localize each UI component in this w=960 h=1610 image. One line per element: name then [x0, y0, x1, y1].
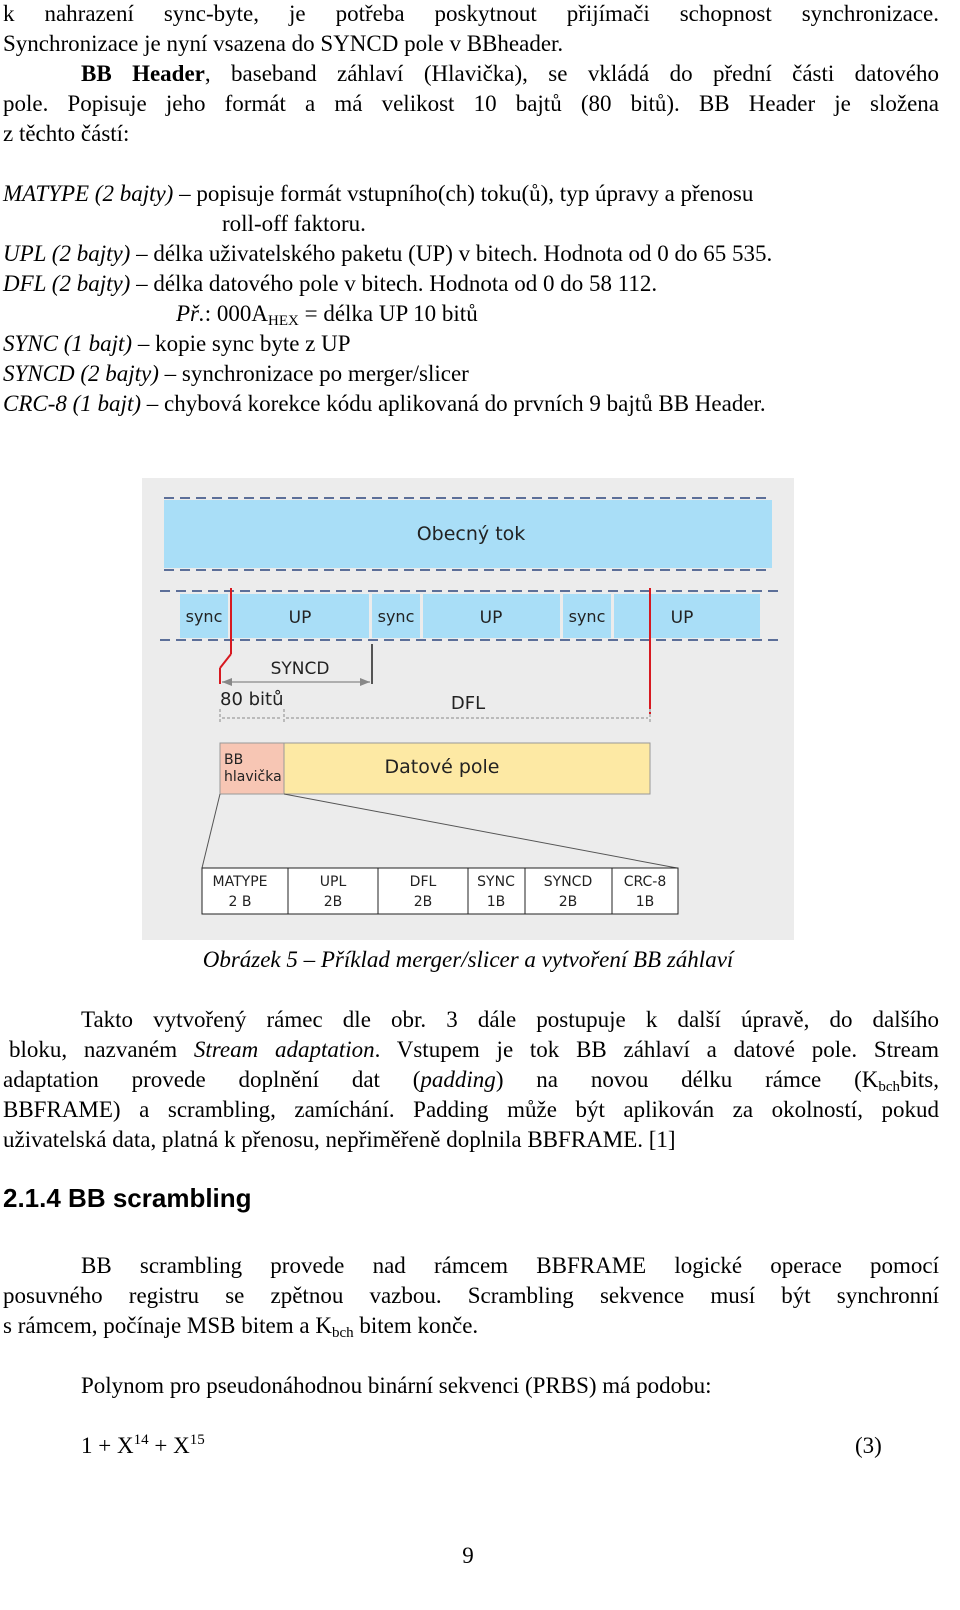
cell-size: 2 B — [228, 894, 252, 910]
para1-line5: z těchto částí: — [3, 121, 130, 146]
example-rest: = délka UP 10 bitů — [298, 301, 478, 326]
field-desc: – kopie sync byte z UP — [132, 331, 351, 356]
cell-size: 1B — [486, 894, 506, 910]
field-matype-cont: roll-off faktoru. — [222, 211, 366, 236]
para2-line4: BBFRAME) a scrambling, zamíchání. Padding může být aplikován za okolností, pokud — [3, 1097, 939, 1122]
cell-size: 2B — [413, 894, 433, 910]
field-sync — [3, 330, 351, 358]
para1-line1: k nahrazení sync-byte, je potřeba poskytnout přijímači schopnost synchronizace. — [3, 1, 939, 26]
bb-header-term: BB Header — [81, 61, 205, 86]
merger-slicer-figure — [142, 478, 794, 940]
bb-label-2: hlavička — [224, 769, 282, 785]
dfl-label: DFL — [450, 693, 486, 714]
field-desc: – synchronizace po merger/slicer — [158, 361, 469, 386]
cell-name: MATYPE — [212, 874, 268, 890]
syncd-label: SYNCD — [270, 659, 330, 679]
up-label: UP — [670, 608, 694, 628]
stream-label: Obecný tok — [416, 523, 526, 545]
field-term: CRC-8 (1 bajt) — [3, 391, 141, 416]
field-desc: – popisuje formát vstupního(ch) toku(ů), typ úpravy a přenosu — [173, 181, 754, 206]
sync-label: sync — [568, 607, 606, 626]
field-term: SYNCD (2 bajty) — [3, 361, 159, 386]
field-dfl — [3, 270, 657, 298]
para2-line3 — [3, 1066, 939, 1094]
example-label: Př. — [176, 301, 205, 326]
cell-name: SYNC — [477, 874, 515, 890]
para3-line3 — [3, 1312, 478, 1340]
up-label: UP — [479, 608, 503, 628]
field-desc: – délka datového pole v bitech. Hodnota od 0 do 58 112. — [130, 271, 658, 296]
field-crc8 — [3, 390, 766, 418]
example-sub: HEX — [268, 313, 299, 329]
para1-line4: pole. Popisuje jeho formát a má velikost 10 bajtů (80 bitů). BB Header je složena — [3, 91, 939, 116]
cell-name: SYNCD — [543, 874, 593, 890]
formula-exponent: 14 — [133, 1432, 149, 1448]
field-term: SYNC (1 bajt) — [3, 331, 133, 356]
cell-size: 2B — [558, 894, 578, 910]
para2-line5: uživatelská data, platná k přenosu, nepřiměřeně doplnila BBFRAME. [1] — [3, 1127, 676, 1152]
sync-label: sync — [377, 607, 415, 626]
example-colon: : — [204, 301, 217, 326]
formula-term: 1 + X — [81, 1433, 134, 1458]
field-desc: – chybová korekce kódu aplikovaná do prvních 9 bajtů BB Header. — [141, 391, 766, 416]
para4: Polynom pro pseudonáhodnou binární sekvenci (PRBS) má podobu: — [81, 1373, 712, 1398]
field-syncd — [3, 360, 469, 388]
sync-label: sync — [185, 607, 223, 626]
para3-line2: posuvného registru se zpětnou vazbou. Scrambling sekvence musí být synchronní — [3, 1283, 939, 1308]
field-matype — [3, 180, 753, 208]
field-desc: – délka uživatelského paketu (UP) v bitech. Hodnota od 0 do 65 535. — [130, 241, 773, 266]
kbch-sub: bch — [878, 1079, 901, 1095]
para2-text: bits, — [900, 1067, 939, 1092]
padding-term: padding — [420, 1067, 496, 1092]
para2-text: . Vstupem je tok BB záhlaví a datové pole. Stream — [374, 1037, 939, 1062]
para2-line1: Takto vytvořený rámec dle obr. 3 dále postupuje k další úpravě, do dalšího — [81, 1007, 939, 1032]
para2-text: bloku, nazvaném — [9, 1037, 194, 1062]
para3-text: bitem konče. — [353, 1313, 479, 1338]
cell-name: CRC-8 — [623, 874, 667, 890]
section-heading: 2.1.4 BB scrambling — [3, 1183, 252, 1213]
cell-name: UPL — [319, 874, 347, 890]
header-fields-row — [202, 868, 678, 914]
cell-name: DFL — [409, 874, 437, 890]
figure-caption: Obrázek 5 – Příklad merger/slicer a vytvoření BB záhlaví — [202, 947, 734, 972]
up-label: UP — [288, 608, 312, 628]
bb-label-1: BB — [224, 752, 244, 768]
para1-line2: Synchronizace je nyní vsazena do SYNCD pole v BBheader. — [3, 31, 564, 56]
cell-size: 2B — [323, 894, 343, 910]
para1-line3-rest: , baseband záhlaví (Hlavička), se vkládá do přední části datového — [204, 61, 939, 86]
kbch-sub: bch — [331, 1325, 354, 1341]
para3-line1: BB scrambling provede nad rámcem BBFRAME logické operace pomocí — [81, 1253, 939, 1278]
cell-size: 1B — [635, 894, 655, 910]
para3-text: s rámcem, počínaje MSB bitem a K — [3, 1313, 332, 1338]
page-number: 9 — [462, 1543, 474, 1568]
para2-line2 — [9, 1036, 939, 1064]
field-term: UPL (2 bajty) — [3, 241, 131, 266]
example-value: 000A — [216, 301, 269, 326]
field-upl — [3, 240, 772, 268]
data-field-label: Datové pole — [384, 756, 500, 778]
para1-line3 — [3, 60, 939, 88]
stream-adaptation-term: Stream adaptation — [193, 1037, 375, 1062]
para2-text: adaptation provede doplnění dat ( — [3, 1067, 421, 1092]
field-term: MATYPE (2 bajty) — [3, 181, 174, 206]
para2-text: ) na novou délku rámce (K — [495, 1067, 879, 1092]
formula-number: (3) — [855, 1433, 882, 1458]
formula-exponent: 15 — [189, 1432, 205, 1448]
formula-term: + X — [148, 1433, 190, 1458]
example-line — [176, 300, 478, 328]
field-term: DFL (2 bajty) — [3, 271, 131, 296]
formula — [81, 1432, 205, 1460]
bits-label: 80 bitů — [220, 689, 284, 710]
